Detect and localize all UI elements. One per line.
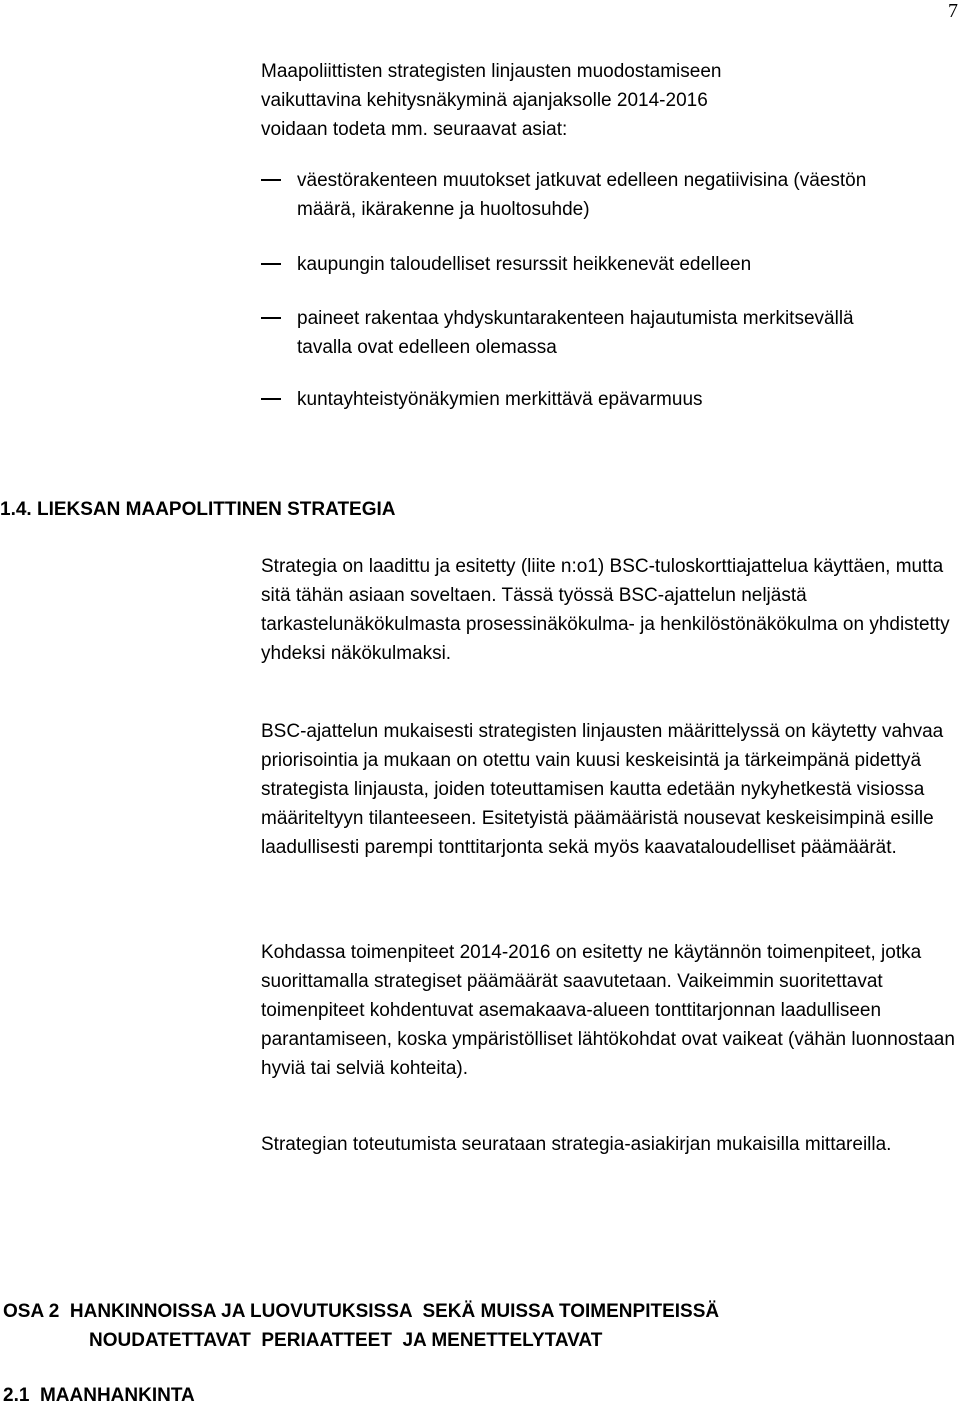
bullet-text: kaupungin taloudelliset resurssit heikkenevät edelleen [297, 254, 752, 275]
bullet-text: kuntayhteistyönäkymien merkittävä epävarmuus [297, 389, 703, 410]
part-2-heading-line-2: NOUDATETTAVAT PERIAATTEET JA MENETTELYTAVAT [89, 1330, 603, 1351]
page-number: 7 [948, 0, 958, 22]
section-paragraph: Strategia on laadittu ja esitetty (liite n:o1) BSC-tuloskorttiajattelua käyttäen, mutta sitä tähän asiaan soveltaen. Tässä työssä BSC-ajattelun neljästä tarkastelunäkökulmasta prosessinäkökulma- ja henkilöstönäkökulma on yhdistetty yhdeksi näkökulmaksi. [261, 556, 950, 664]
intro-paragraph: Maapoliittisten strategisten linjausten muodostamiseen vaikuttavina kehitysnäkyminä ajanjaksolle 2014-2016 voidaan todeta mm. seuraavat asiat: [261, 61, 722, 140]
bullet-text: väestörakenteen muutokset jatkuvat edelleen negatiivisina (väestön määrä, ikärakenne ja huoltosuhde) [297, 170, 867, 220]
section-heading-1-4: 1.4. LIEKSAN MAAPOLITTINEN STRATEGIA [0, 499, 396, 520]
section-paragraph: Kohdassa toimenpiteet 2014-2016 on esitetty ne käytännön toimenpiteet, jotka suorittamalla strategiset päämäärät saavutetaan. Vaikeimmin suoritettavat toimenpiteet kohdentuvat asemakaava-alueen tonttitarjonnan laadulliseen parantamiseen, koska ympäristölliset lähtökohdat ovat vaikeat (vähän luonnostaan hyviä tai selviä kohteita). [261, 942, 955, 1079]
part-2-heading-line-1: OSA 2 HANKINNOISSA JA LUOVUTUKSISSA SEKÄ MUISSA TOIMENPITEISSÄ [3, 1301, 720, 1322]
section-paragraph: Strategian toteutumista seurataan strategia-asiakirjan mukaisilla mittareilla. [261, 1134, 892, 1155]
bullet-text: paineet rakentaa yhdyskuntarakenteen hajautumista merkitsevällä tavalla ovat edelleen olemassa [297, 308, 854, 358]
dash-icon [261, 179, 281, 181]
dash-icon [261, 317, 281, 319]
section-heading-2-1: 2.1 MAANHANKINTA [3, 1385, 195, 1406]
section-paragraph: BSC-ajattelun mukaisesti strategisten linjausten määrittelyssä on käytetty vahvaa priorisointia ja mukaan on otettu vain kuusi keskeisintä ja tärkeimpänä pidettyä strategista linjausta, joiden toteuttamisen kautta edetään nykyhetkestä visiossa määriteltyyn tilanteeseen. Esitetyistä päämääristä nousevat keskeisimpinä esille laadullisesti parempi tonttitarjonta sekä myös kaavataloudelliset päämäärät. [261, 721, 944, 858]
dash-icon [261, 263, 281, 265]
dash-icon [261, 398, 281, 400]
